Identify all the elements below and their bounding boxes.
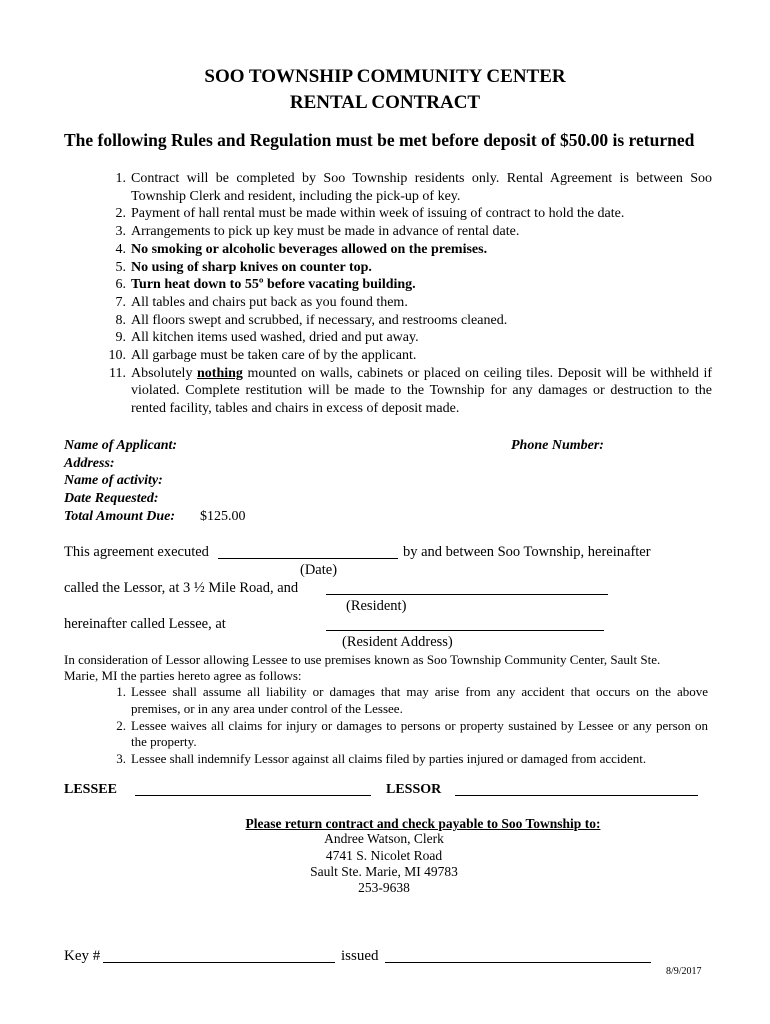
clerk-city: Sault Ste. Marie, MI 49783 [310,864,458,879]
rule-item [64,223,712,241]
rule-emphasis: nothing [197,365,243,381]
rule-text: Turn heat down to 55º before vacating building. [131,277,416,293]
rule-number: 2. [115,206,126,222]
rule-number: 3. [115,224,126,240]
rule-number: 6. [115,277,126,293]
rule-text-part: Absolutely [131,365,198,381]
resident-address-caption: (Resident Address) [342,634,453,650]
clause-item [64,684,708,718]
clause-number: 3. [116,751,126,767]
rule-number: 10. [108,348,126,364]
rule-number: 4. [115,241,126,257]
date-requested-label: Date Requested: [64,491,159,506]
total-amount-label: Total Amount Due: [64,509,175,524]
rule-text: All kitchen items used washed, dried and put away. [131,330,419,346]
rule-item [64,365,712,418]
activity-label: Name of activity: [64,473,163,488]
rule-text-part: mounted on walls, cabinets or placed on ceiling tiles. Deposit will be withheld if violated. Complete restitution will be made to the Township for any damages or destruction to the rented facility, tables and chairs in excess of deposit made. [131,365,712,417]
document-title: SOO TOWNSHIP COMMUNITY CENTER [204,66,566,87]
rule-item [64,294,712,312]
rule-text: No using of sharp knives on counter top. [131,259,372,275]
resident-address-blank-line [326,630,604,631]
rule-number: 9. [115,330,126,346]
rule-text [131,365,712,418]
clause-text: Lessee waives all claims for injury or damages to persons or property sustained by Lessee or any person on the property. [131,717,708,750]
rule-item [64,241,712,259]
rule-text: Contract will be completed by Soo Township residents only. Rental Agreement is between Soo Township Clerk and resident, including the pick-up of key. [131,171,712,204]
rule-text: All floors swept and scrubbed, if necessary, and restrooms cleaned. [131,312,508,328]
rule-item [64,259,712,277]
return-heading: Please return contract and check payable to Soo Township to: [245,816,601,831]
lessee-line: hereinafter called Lessee, at [64,616,226,632]
clause-text: Lessee shall assume all liability or damages that may arise from any accident that occurs on the above premises, or in any area under control of the Lessee. [131,684,708,716]
clause-item [64,751,708,768]
rule-text: All tables and chairs put back as you found them. [131,294,408,310]
rule-item [64,276,712,294]
lessor-line: called the Lessor, at 3 ½ Mile Road, and [64,580,299,596]
rule-item [64,312,712,330]
lessor-label: LESSOR [386,782,442,797]
revision-date: 8/9/2017 [666,966,702,977]
agreement-intro: This agreement executed [64,544,209,560]
phone-number-label: Phone Number: [511,438,604,453]
rule-text: Payment of hall rental must be made within week of issuing of contract to hold the date. [131,206,625,222]
clause-number: 2. [116,717,126,733]
consideration-text-2: Marie, MI the parties hereto agree as follows: [64,668,302,683]
rule-number: 5. [115,259,126,275]
rule-number: 1. [115,171,126,186]
rule-item [64,329,712,347]
issued-label: issued [341,948,379,964]
date-blank-line [218,558,398,559]
agreement-parties: by and between Soo Township, hereinafter [403,544,651,560]
key-number-line[interactable] [103,962,335,963]
issued-line[interactable] [385,962,651,963]
resident-caption: (Resident) [346,598,407,614]
rules-list [64,170,712,418]
document-subtitle: RENTAL CONTRACT [289,92,481,113]
rule-text: No smoking or alcoholic beverages allowed on the premises. [131,241,488,257]
rule-item [64,170,712,205]
rule-item [64,205,712,223]
key-label: Key # [64,948,101,964]
rule-number: 7. [115,294,126,310]
resident-blank-line [326,594,608,595]
rule-text: All garbage must be taken care of by the applicant. [131,348,417,364]
rule-item [64,347,712,365]
clause-item [64,718,708,752]
clerk-name: Andree Watson, Clerk [324,831,444,846]
consideration-text: In consideration of Lessor allowing Lessee to use premises known as Soo Township Community Center, Sault Ste. [64,652,661,667]
rule-number: 8. [115,312,126,328]
clerk-street: 4741 S. Nicolet Road [325,848,443,863]
rule-number: 11. [109,365,126,381]
rule-text: Arrangements to pick up key must be made in advance of rental date. [131,224,520,240]
lessee-label: LESSEE [64,782,117,797]
clause-number: 1. [116,684,126,699]
lessee-signature-line[interactable] [135,795,371,796]
total-amount-value: $125.00 [200,509,246,524]
lessor-signature-line[interactable] [455,795,698,796]
address-label: Address: [64,456,115,471]
clause-text: Lessee shall indemnify Lessor against all claims filed by parties injured or damaged from accident. [131,751,647,767]
clerk-phone: 253-9638 [358,880,410,895]
applicant-name-label: Name of Applicant: [64,438,178,453]
agreement-clauses [64,684,708,768]
rules-heading: The following Rules and Regulation must be met before deposit of $50.00 is returned [64,130,695,150]
date-caption: (Date) [300,562,338,578]
